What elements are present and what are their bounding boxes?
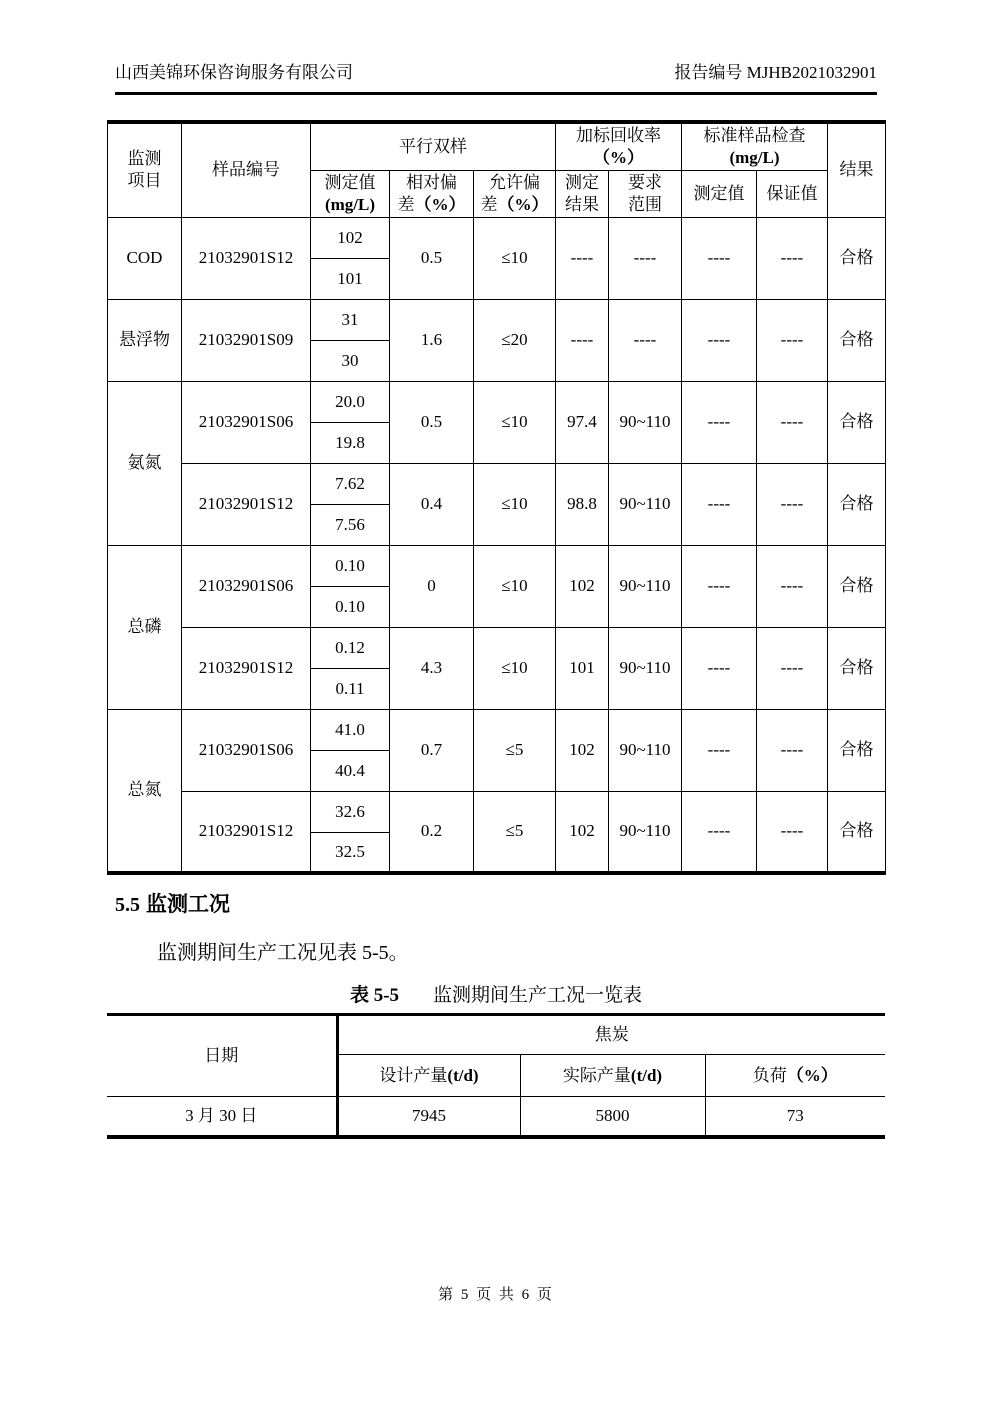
result-cell: 合格 — [828, 627, 886, 709]
col-header-line: 标准样品检查 — [703, 125, 806, 145]
relative-deviation-cell: 0.5 — [390, 217, 474, 299]
result-cell: 合格 — [828, 791, 886, 873]
sample-id-cell: 21032901S06 — [182, 381, 311, 463]
spike-result-cell: 98.8 — [556, 463, 609, 545]
col-header-line: 范围 — [628, 194, 662, 214]
col-header-actual-output — [520, 1055, 705, 1097]
col-header-allowed-deviation — [474, 170, 556, 217]
col-header-line: 结果 — [565, 194, 599, 214]
sample-id-cell: 21032901S06 — [182, 545, 311, 627]
col-header-zh: 实际产量 — [562, 1065, 631, 1085]
allowed-deviation-cell: ≤10 — [474, 217, 556, 299]
measured-value-2: 19.8 — [311, 422, 390, 463]
report-number: 报告编号 MJHB2021032901 — [674, 63, 877, 82]
table-row — [108, 463, 886, 504]
spike-result-cell: 97.4 — [556, 381, 609, 463]
param-cell: COD — [108, 217, 182, 299]
allowed-deviation-cell: ≤10 — [474, 463, 556, 545]
col-header-sample-id: 样品编号 — [182, 122, 311, 217]
col-header-unit: (t/d) — [447, 1065, 479, 1085]
page-footer: 第 5 页 共 6 页 — [438, 1287, 554, 1303]
std-certified-cell: ---- — [757, 627, 828, 709]
col-header-standard-sample-check — [682, 122, 828, 170]
col-header-unit: (mg/L) — [729, 147, 780, 167]
spike-range-cell: 90~110 — [609, 791, 682, 873]
std-measured-cell: ---- — [682, 709, 757, 791]
col-header-zh: 负荷 — [752, 1065, 787, 1085]
relative-deviation-cell: 0.2 — [390, 791, 474, 873]
std-certified-cell: ---- — [757, 545, 828, 627]
spike-result-cell: ---- — [556, 217, 609, 299]
spike-range-cell: ---- — [609, 217, 682, 299]
col-header-date: 日期 — [107, 1015, 337, 1097]
std-certified-cell: ---- — [757, 299, 828, 381]
col-header-line — [474, 194, 555, 216]
col-header-measured-value — [311, 170, 390, 217]
result-cell: 合格 — [828, 381, 886, 463]
sample-id-cell: 21032901S12 — [182, 627, 311, 709]
col-header-unit: （%） — [593, 147, 644, 167]
measured-value-1: 32.6 — [311, 791, 390, 832]
production-table — [107, 1013, 885, 1139]
spike-result-cell: ---- — [556, 299, 609, 381]
measured-value-1: 0.12 — [311, 627, 390, 668]
relative-deviation-cell: 4.3 — [390, 627, 474, 709]
result-cell: 合格 — [828, 299, 886, 381]
col-header-line: 相对偏 — [406, 172, 457, 192]
table-row — [108, 217, 886, 258]
spike-range-cell: 90~110 — [609, 709, 682, 791]
table-row — [108, 299, 886, 340]
col-header-unit: (mg/L) — [324, 194, 376, 214]
section-heading — [115, 888, 230, 918]
relative-deviation-cell: 0.5 — [390, 381, 474, 463]
measured-value-1: 31 — [311, 299, 390, 340]
table-row — [108, 791, 886, 832]
col-header-product: 焦炭 — [337, 1015, 885, 1055]
std-measured-cell: ---- — [682, 299, 757, 381]
std-measured-cell: ---- — [682, 791, 757, 873]
page-header — [115, 58, 877, 95]
col-header-design-output — [337, 1055, 520, 1097]
col-header-line-zh: 差 — [480, 194, 498, 214]
col-header-line: 允许偏 — [489, 172, 540, 192]
col-header-std-measured: 测定值 — [682, 170, 757, 217]
col-header-unit: （%） — [786, 1065, 838, 1085]
std-measured-cell: ---- — [682, 463, 757, 545]
measured-value-1: 7.62 — [311, 463, 390, 504]
param-cell: 总磷 — [108, 545, 182, 709]
col-header-spike-range — [609, 170, 682, 217]
date-cell: 3 月 30 日 — [107, 1097, 337, 1137]
table-caption-title: 监测期间生产工况一览表 — [433, 985, 643, 1006]
allowed-deviation-cell: ≤5 — [474, 791, 556, 873]
measured-value-2: 0.11 — [311, 668, 390, 709]
measured-value-1: 102 — [311, 217, 390, 258]
std-measured-cell: ---- — [682, 381, 757, 463]
relative-deviation-cell: 0.7 — [390, 709, 474, 791]
spike-result-cell: 101 — [556, 627, 609, 709]
std-certified-cell: ---- — [757, 381, 828, 463]
col-header-result: 结果 — [828, 122, 886, 217]
measured-value-2: 7.56 — [311, 504, 390, 545]
sample-id-cell: 21032901S09 — [182, 299, 311, 381]
col-header-line: 测定值 — [324, 172, 376, 192]
load-cell: 73 — [705, 1097, 885, 1137]
std-measured-cell: ---- — [682, 545, 757, 627]
table-caption-label: 表 5-5 — [349, 985, 400, 1006]
prod-header-row-1 — [107, 1015, 885, 1055]
measured-value-2: 30 — [311, 340, 390, 381]
sample-id-cell: 21032901S06 — [182, 709, 311, 791]
std-measured-cell: ---- — [682, 217, 757, 299]
allowed-deviation-cell: ≤10 — [474, 627, 556, 709]
qc-results-table — [107, 120, 886, 875]
col-header-parallel-duplicate: 平行双样 — [311, 122, 556, 170]
std-certified-cell: ---- — [757, 791, 828, 873]
allowed-deviation-cell: ≤5 — [474, 709, 556, 791]
col-header-item — [108, 122, 182, 217]
allowed-deviation-cell: ≤10 — [474, 381, 556, 463]
col-header-line: 加标回收率 — [576, 125, 661, 145]
spike-range-cell: 90~110 — [609, 545, 682, 627]
col-header-line: 项目 — [127, 171, 162, 191]
col-header-unit: (t/d) — [630, 1065, 663, 1085]
spike-result-cell: 102 — [556, 545, 609, 627]
table-caption — [107, 980, 885, 1007]
col-header-line — [390, 194, 473, 216]
col-header-line-zh: 差 — [397, 194, 415, 214]
spike-range-cell: 90~110 — [609, 381, 682, 463]
measured-value-2: 101 — [311, 258, 390, 299]
col-header-spike-recovery — [556, 122, 682, 170]
relative-deviation-cell: 0 — [390, 545, 474, 627]
body-paragraph: 监测期间生产工况见表 5-5。 — [157, 942, 409, 964]
allowed-deviation-cell: ≤20 — [474, 299, 556, 381]
allowed-deviation-cell: ≤10 — [474, 545, 556, 627]
spike-range-cell: 90~110 — [609, 627, 682, 709]
actual-output-cell: 5800 — [520, 1097, 705, 1137]
spike-range-cell: 90~110 — [609, 463, 682, 545]
relative-deviation-cell: 0.4 — [390, 463, 474, 545]
result-cell: 合格 — [828, 217, 886, 299]
table-row — [108, 709, 886, 750]
spike-range-cell: ---- — [609, 299, 682, 381]
table-row — [108, 381, 886, 422]
spike-result-cell: 102 — [556, 709, 609, 791]
sample-id-cell: 21032901S12 — [182, 217, 311, 299]
design-output-cell: 7945 — [337, 1097, 520, 1137]
measured-value-2: 32.5 — [311, 832, 390, 873]
qc-header-row-1 — [108, 122, 886, 170]
table-row — [108, 627, 886, 668]
section-number: 5.5 — [115, 894, 140, 916]
measured-value-2: 0.10 — [311, 586, 390, 627]
param-cell: 悬浮物 — [108, 299, 182, 381]
col-header-spike-measured — [556, 170, 609, 217]
col-header-line: 测定 — [565, 172, 599, 192]
col-header-load — [705, 1055, 885, 1097]
col-header-relative-deviation — [390, 170, 474, 217]
col-header-zh: 设计产量 — [379, 1065, 448, 1085]
std-certified-cell: ---- — [757, 463, 828, 545]
std-certified-cell: ---- — [757, 709, 828, 791]
relative-deviation-cell: 1.6 — [390, 299, 474, 381]
col-header-std-certified: 保证值 — [757, 170, 828, 217]
param-cell: 总氮 — [108, 709, 182, 873]
sample-id-cell: 21032901S12 — [182, 463, 311, 545]
measured-value-2: 40.4 — [311, 750, 390, 791]
col-header-unit: （%） — [414, 194, 466, 214]
std-measured-cell: ---- — [682, 627, 757, 709]
company-name: 山西美锦环保咨询服务有限公司 — [115, 63, 353, 82]
col-header-line: 监测 — [127, 149, 162, 169]
col-header-unit: （%） — [497, 194, 549, 214]
spike-result-cell: 102 — [556, 791, 609, 873]
result-cell: 合格 — [828, 709, 886, 791]
prod-data-row — [107, 1097, 885, 1137]
measured-value-1: 0.10 — [311, 545, 390, 586]
measured-value-1: 41.0 — [311, 709, 390, 750]
result-cell: 合格 — [828, 463, 886, 545]
section-title: 监测工况 — [146, 892, 230, 916]
sample-id-cell: 21032901S12 — [182, 791, 311, 873]
param-cell: 氨氮 — [108, 381, 182, 545]
std-certified-cell: ---- — [757, 217, 828, 299]
table-row — [108, 545, 886, 586]
col-header-line: 要求 — [628, 172, 662, 192]
result-cell: 合格 — [828, 545, 886, 627]
measured-value-1: 20.0 — [311, 381, 390, 422]
